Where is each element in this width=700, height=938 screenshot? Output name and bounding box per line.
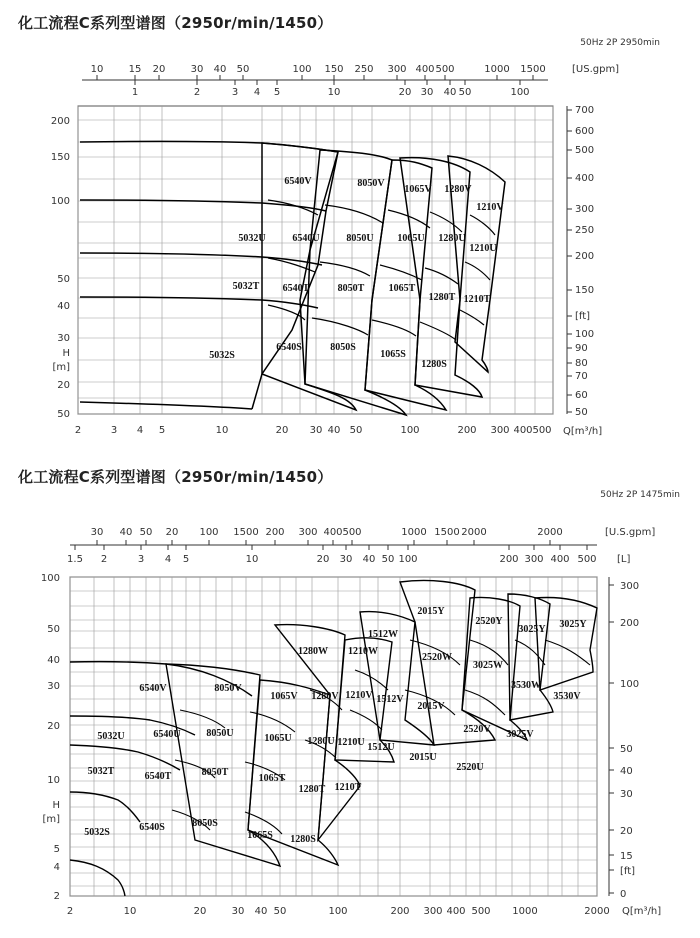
second-tick-label: 20 bbox=[398, 87, 412, 98]
left-tick-label: 4 bbox=[53, 862, 60, 873]
x-tick-label: 400 bbox=[446, 906, 466, 917]
model-label-2: 6540V bbox=[139, 683, 167, 694]
x-unit-label-2: Q[m³/h] bbox=[622, 906, 662, 917]
model-label: 1210U bbox=[469, 243, 497, 254]
model-label-2: 3025Y bbox=[518, 624, 546, 635]
chart1-title: 化工流程C系列型谱图（2950r/min/1450） bbox=[18, 14, 333, 32]
second-tick-label: 3 bbox=[231, 87, 239, 98]
top-tick-label: 40 bbox=[213, 64, 227, 75]
second-tick-label: 10 bbox=[245, 554, 259, 565]
top-tick-label: 2000 bbox=[461, 527, 487, 538]
x-tick-label: 3 bbox=[110, 425, 118, 436]
model-label: 1280T bbox=[428, 292, 456, 303]
second-tick-label: 30 bbox=[339, 554, 353, 565]
second-tick-label: 400 bbox=[550, 554, 570, 565]
model-label: 6540V bbox=[284, 176, 312, 187]
top-tick-label: 30 bbox=[90, 527, 104, 538]
model-label-2: 1210W bbox=[348, 646, 378, 657]
right-tick-label: 15 bbox=[620, 851, 633, 862]
second-units: [L] bbox=[617, 554, 631, 565]
top-units: [US.gpm] bbox=[572, 64, 620, 75]
x-tick-label: 30 bbox=[231, 906, 245, 917]
left-tick-label: 30 bbox=[57, 333, 70, 344]
model-label-2: 8050S bbox=[192, 818, 218, 829]
left-tick-label: 10 bbox=[47, 775, 60, 786]
second-tick-label: 100 bbox=[510, 87, 530, 98]
model-label: 1280S bbox=[421, 359, 447, 370]
top-tick-label: 20 bbox=[165, 527, 179, 538]
right-tick-label: 300 bbox=[575, 204, 595, 215]
left-tick-label: 20 bbox=[57, 380, 70, 391]
second-tick-label: 20 bbox=[316, 554, 330, 565]
left-tick-label: H bbox=[62, 348, 70, 359]
left-tick-label: H bbox=[52, 800, 60, 811]
second-tick-label: 30 bbox=[420, 87, 434, 98]
model-label-2: 1065T bbox=[258, 773, 286, 784]
model-label-2: 1280T bbox=[298, 784, 326, 795]
left-tick-label: 20 bbox=[47, 721, 60, 732]
model-label-2: 1210V bbox=[345, 690, 373, 701]
model-label-2: 5032U bbox=[97, 731, 125, 742]
model-label-2: 1210U bbox=[337, 737, 365, 748]
right-tick-label: 100 bbox=[575, 329, 595, 340]
top-tick-label: 400 bbox=[415, 64, 435, 75]
top-tick-label: 1000 bbox=[484, 64, 510, 75]
right-tick-label: 0 bbox=[620, 889, 627, 900]
model-label-2: 2520V bbox=[463, 724, 491, 735]
model-label: 6540U bbox=[292, 233, 320, 244]
left-tick-label: 5 bbox=[53, 844, 60, 855]
model-label-2: 2015V bbox=[417, 701, 445, 712]
second-tick-label: 300 bbox=[524, 554, 544, 565]
model-label: 8050U bbox=[346, 233, 374, 244]
top-tick-label: 400 bbox=[323, 527, 343, 538]
x-tick-label: 40 bbox=[327, 425, 341, 436]
top-tick-label: 150 bbox=[324, 64, 344, 75]
left-tick-label: 30 bbox=[47, 681, 60, 692]
model-label-2: 3025V bbox=[506, 729, 534, 740]
top-tick-label: 30 bbox=[190, 64, 204, 75]
x-tick-label: 100 bbox=[400, 425, 420, 436]
left-tick-label: [m] bbox=[42, 814, 60, 825]
left-tick-label: 150 bbox=[50, 152, 70, 163]
x-tick-label: 30 bbox=[309, 425, 323, 436]
second-tick-label: 4 bbox=[253, 87, 261, 98]
x-tick-label: 40 bbox=[254, 906, 268, 917]
right-tick-label: 200 bbox=[620, 618, 640, 629]
model-label: 5032S bbox=[209, 350, 235, 361]
right-tick-label: 20 bbox=[620, 826, 633, 837]
left-tick-label: 50 bbox=[57, 409, 70, 420]
x-tick-label: 4 bbox=[136, 425, 144, 436]
model-label: 1065U bbox=[397, 233, 425, 244]
x-tick-label: 500 bbox=[471, 906, 491, 917]
right-tick-label: 40 bbox=[620, 766, 633, 777]
model-label-2: 3025W bbox=[473, 660, 503, 671]
pump-curve-2-inner bbox=[465, 690, 505, 715]
model-label-2: 1065S bbox=[247, 830, 273, 841]
chart2-title: 化工流程C系列型谱图（2950r/min/1450） bbox=[18, 468, 333, 486]
model-label: 1065V bbox=[404, 184, 432, 195]
right-tick-label: 80 bbox=[575, 358, 588, 369]
pump-curve-2 bbox=[535, 597, 597, 690]
second-tick-label: 100 bbox=[398, 554, 418, 565]
model-label: 5032U bbox=[238, 233, 266, 244]
model-label: 1065S bbox=[380, 349, 406, 360]
x-tick-label: 200 bbox=[390, 906, 410, 917]
right-tick-label: 300 bbox=[620, 581, 640, 592]
top-tick-label: 300 bbox=[387, 64, 407, 75]
model-label: 8050T bbox=[337, 283, 365, 294]
second-tick-label: 1.5 bbox=[67, 554, 83, 565]
top-tick-label: 2000 bbox=[537, 527, 563, 538]
second-tick-label: 2 bbox=[100, 554, 108, 565]
x-tick-label: 10 bbox=[123, 906, 137, 917]
model-label-2: 2520Y bbox=[475, 616, 503, 627]
top-tick-label: 200 bbox=[265, 527, 285, 538]
model-label: 6540T bbox=[282, 283, 310, 294]
second-tick-label: 10 bbox=[327, 87, 341, 98]
right-tick-label: 90 bbox=[575, 343, 588, 354]
top-tick-label: 1000 bbox=[401, 527, 427, 538]
top-tick-label: 1500 bbox=[434, 527, 460, 538]
right-tick-label: 600 bbox=[575, 126, 595, 137]
top-units-2: [U.S.gpm] bbox=[605, 527, 656, 538]
second-tick-label: 5 bbox=[182, 554, 190, 565]
model-label-2: 2015U bbox=[409, 752, 437, 763]
model-label: 1280V bbox=[444, 184, 472, 195]
model-label: 8050V bbox=[357, 178, 385, 189]
model-label-2: 3025Y bbox=[559, 619, 587, 630]
second-tick-label: 500 bbox=[577, 554, 597, 565]
top-tick-label: 50 bbox=[236, 64, 250, 75]
chart1-subtitle: 50Hz 2P 2950min bbox=[580, 38, 660, 48]
top-tick-label: 100 bbox=[199, 527, 219, 538]
model-label-2: 5032T bbox=[87, 766, 115, 777]
top-tick-label: 1500 bbox=[520, 64, 546, 75]
x-tick-label: 2 bbox=[66, 906, 74, 917]
pump-curve-2 bbox=[70, 745, 180, 770]
model-label: 5032T bbox=[232, 281, 260, 292]
top-tick-label: 15 bbox=[128, 64, 142, 75]
model-label-2: 1280W bbox=[298, 646, 328, 657]
model-label: 8050S bbox=[330, 342, 356, 353]
second-tick-label: 3 bbox=[137, 554, 145, 565]
model-label-2: 6540S bbox=[139, 822, 165, 833]
x-tick-label: 300 bbox=[423, 906, 443, 917]
top-tick-label: 50 bbox=[139, 527, 153, 538]
model-label-2: 2520W bbox=[422, 652, 452, 663]
model-label-2: 1512U bbox=[367, 742, 395, 753]
x-tick-label: 2000 bbox=[584, 906, 610, 917]
left-tick-label: [m] bbox=[52, 362, 70, 373]
right-tick-label: [ft] bbox=[620, 866, 636, 877]
model-label: 1210T bbox=[463, 294, 491, 305]
model-label-2: 8050T bbox=[201, 767, 229, 778]
second-tick-label: 2 bbox=[193, 87, 201, 98]
right-tick-label: 250 bbox=[575, 225, 595, 236]
right-tick-label: [ft] bbox=[575, 311, 591, 322]
top-tick-label: 40 bbox=[119, 527, 133, 538]
model-label-2: 2520U bbox=[456, 762, 484, 773]
left-tick-label: 200 bbox=[50, 116, 70, 127]
right-tick-label: 50 bbox=[575, 407, 588, 418]
model-label: 1280U bbox=[438, 233, 466, 244]
second-tick-label: 5 bbox=[273, 87, 281, 98]
second-tick-label: 40 bbox=[362, 554, 376, 565]
model-label-2: 3530V bbox=[553, 691, 581, 702]
model-label-2: 6540T bbox=[144, 771, 172, 782]
top-tick-label: 20 bbox=[152, 64, 166, 75]
right-tick-label: 700 bbox=[575, 105, 595, 116]
model-label-2: 1210T bbox=[334, 782, 362, 793]
x-tick-label: 400 bbox=[513, 425, 533, 436]
top-tick-label: 250 bbox=[354, 64, 374, 75]
top-tick-label: 300 bbox=[298, 527, 318, 538]
model-label-2: 5032S bbox=[84, 827, 110, 838]
x-tick-label: 200 bbox=[457, 425, 477, 436]
right-tick-label: 30 bbox=[620, 789, 633, 800]
left-tick-label: 40 bbox=[57, 301, 70, 312]
left-tick-label: 2 bbox=[53, 891, 60, 902]
left-tick-label: 50 bbox=[57, 274, 70, 285]
model-label-2: 1512V bbox=[376, 694, 404, 705]
model-label-2: 1280V bbox=[311, 691, 339, 702]
x-tick-label: 300 bbox=[490, 425, 510, 436]
x-tick-label: 50 bbox=[273, 906, 287, 917]
top-tick-label: 1500 bbox=[233, 527, 259, 538]
model-label-2: 8050U bbox=[206, 728, 234, 739]
left-tick-label: 40 bbox=[47, 655, 60, 666]
top-tick-label: 500 bbox=[435, 64, 455, 75]
top-tick-label: 10 bbox=[90, 64, 104, 75]
right-tick-label: 100 bbox=[620, 679, 640, 690]
chart2-subtitle: 50Hz 2P 1475min bbox=[600, 490, 680, 500]
second-tick-label: 4 bbox=[164, 554, 172, 565]
x-tick-label: 50 bbox=[349, 425, 363, 436]
model-label-2: 1065U bbox=[264, 733, 292, 744]
model-label: 6540S bbox=[276, 342, 302, 353]
x-tick-label: 1000 bbox=[512, 906, 538, 917]
right-tick-label: 500 bbox=[575, 145, 595, 156]
model-label-2: 1280S bbox=[290, 834, 316, 845]
right-tick-label: 150 bbox=[575, 285, 595, 296]
model-label: 1210V bbox=[476, 202, 504, 213]
right-tick-label: 200 bbox=[575, 251, 595, 262]
x-tick-label: 20 bbox=[275, 425, 289, 436]
x-tick-label: 10 bbox=[215, 425, 229, 436]
x-tick-label: 2 bbox=[74, 425, 82, 436]
right-tick-label: 70 bbox=[575, 371, 588, 382]
model-label-2: 1512W bbox=[368, 629, 398, 640]
right-tick-label: 60 bbox=[575, 390, 588, 401]
model-label-2: 1065V bbox=[270, 691, 298, 702]
model-label-2: 6540U bbox=[153, 729, 181, 740]
x-tick-label: 5 bbox=[158, 425, 166, 436]
model-label-2: 3530W bbox=[511, 680, 541, 691]
model-label: 1065T bbox=[388, 283, 416, 294]
model-label-2: 1280U bbox=[307, 736, 335, 747]
x-tick-label: 100 bbox=[328, 906, 348, 917]
right-tick-label: 50 bbox=[620, 744, 633, 755]
second-tick-label: 40 bbox=[443, 87, 457, 98]
second-tick-label: 50 bbox=[458, 87, 472, 98]
second-tick-label: 200 bbox=[499, 554, 519, 565]
second-tick-label: 50 bbox=[381, 554, 395, 565]
pump-curve-2 bbox=[508, 594, 553, 720]
right-tick-label: 400 bbox=[575, 173, 595, 184]
second-tick-label: 1 bbox=[131, 87, 139, 98]
pump-curve-2 bbox=[70, 860, 125, 896]
model-label-2: 2015Y bbox=[417, 606, 445, 617]
x-unit-label: Q[m³/h] bbox=[563, 426, 603, 437]
left-tick-label: 100 bbox=[50, 196, 70, 207]
top-tick-label: 100 bbox=[292, 64, 312, 75]
model-label-2: 8050V bbox=[214, 683, 242, 694]
top-tick-label: 500 bbox=[342, 527, 362, 538]
x-tick-label: 20 bbox=[193, 906, 207, 917]
left-tick-label: 50 bbox=[47, 624, 60, 635]
x-tick-label: 500 bbox=[532, 425, 552, 436]
left-tick-label: 100 bbox=[40, 573, 60, 584]
